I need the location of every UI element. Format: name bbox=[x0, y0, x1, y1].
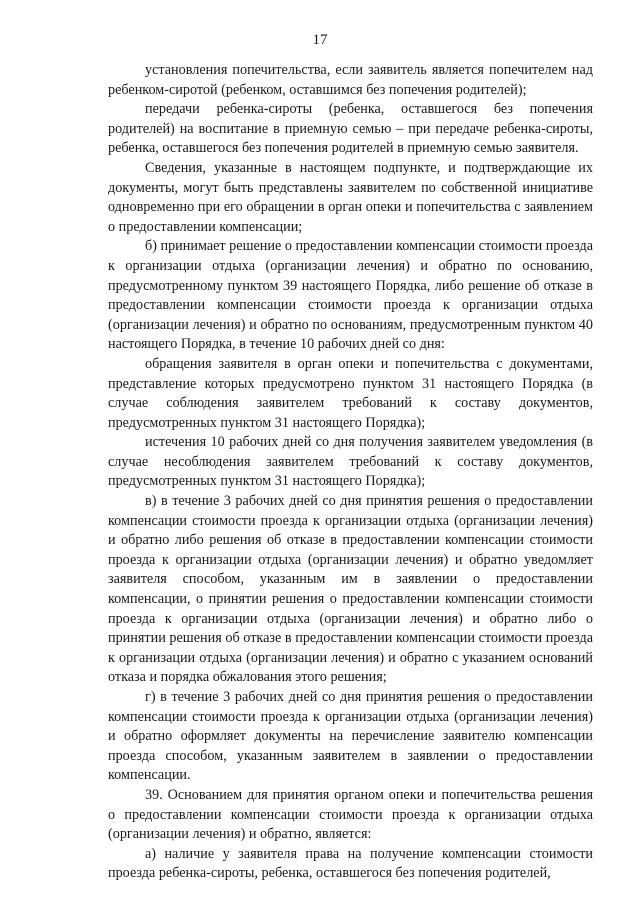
paragraph: г) в течение 3 рабочих дней со дня принятия решения о предоставлении компенсации стоимости проезда к организации отдыха (организации лечения) и обратно оформляет документы на перечисление заявителю компенсации проезда способом, указанным заявителем в заявлении о предоставлении компенсации. bbox=[108, 689, 593, 784]
page-number: 17 bbox=[312, 32, 328, 48]
paragraph: передачи ребенка-сироты (ребенка, оставшегося без попечения родителей) на воспитание в приемную семью – при передаче ребенка-сироты, ребенка, оставшегося без попечения родителей в приемную семью заявителя. bbox=[108, 101, 593, 157]
paragraph: а) наличие у заявителя права на получение компенсации стоимости проезда ребенка-сироты, ребенка, оставшегося без попечения родителей, bbox=[108, 845, 593, 882]
paragraph: истечения 10 рабочих дней со дня получения заявителем уведомления (в случае несоблюдения заявителем требований к составу документов, предусмотренных пунктом 31 настоящего Порядка); bbox=[108, 434, 593, 490]
paragraph: Сведения, указанные в настоящем подпункте, и подтверждающие их документы, могут быть представлены заявителем по собственной инициативе одновременно при его обращении в орган опеки и попечительства с заявлением о предоставлении компенсации; bbox=[108, 159, 593, 235]
paragraph: 39. Основанием для принятия органом опеки и попечительства решения о предоставлении компенсации стоимости проезда к организации отдыха (организации лечения) и обратно, является: bbox=[108, 786, 593, 843]
paragraph: установления попечительства, если заявитель является попечителем над ребенком-сиротой (ребенком, оставшимся без попечения родителей); bbox=[108, 62, 593, 98]
paragraph: обращения заявителя в орган опеки и попечительства с документами, представление которых предусмотрено пунктом 31 настоящего Порядка (в случае соблюдения заявителем требований к составу документов, предусмотренных пунктом 31 настоящего Порядка); bbox=[108, 355, 593, 431]
paragraph: в) в течение 3 рабочих дней со дня принятия решения о предоставлении компенсации стоимости проезда к организации отдыха (организации лечения) и обратно либо решения об отказе в предоставлении компенсации стоимости проезда к организации отдыха (организации лечения) и обратно уведомляет заявителя способом, указанным им в заявлении о предоставлении компенсации, о принятии решения о предоставлении компенсации стоимости проезда к организации отдыха (организации лечения) и обратно либо о принятии решения об отказе в предоставлении компенсации стоимости проезда к организации отдыха (организации лечения) и обратно с указанием оснований отказа и порядка обжалования этого решения; bbox=[108, 493, 593, 686]
document-body bbox=[108, 61, 593, 884]
paragraph: б) принимает решение о предоставлении компенсации стоимости проезда к организации отдыха (организации лечения) и обратно по основанию, предусмотренному пунктом 39 настоящего Порядка, либо решение об отказе в предоставлении компенсации стоимости проезда к организации отдыха (организации лечения) и обратно по основаниям, предусмотренным пунктом 40 настоящего Порядка, в течение 10 рабочих дней со дня: bbox=[108, 238, 593, 353]
